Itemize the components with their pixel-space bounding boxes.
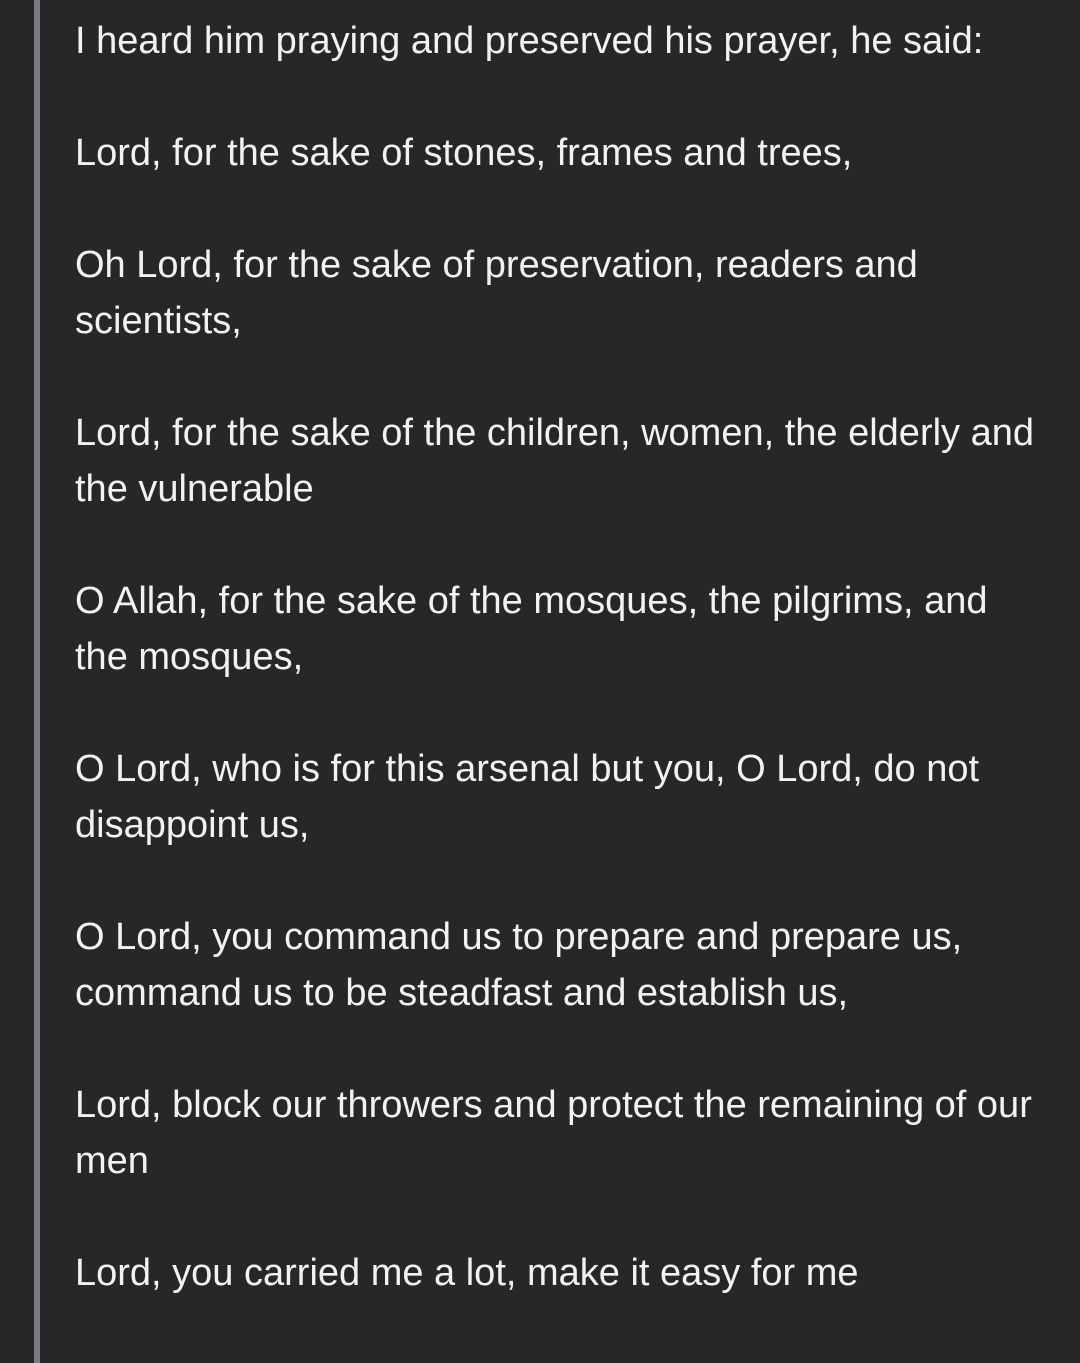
- quote-paragraph-2: Lord, for the sake of stones, frames and trees,: [75, 132, 853, 174]
- quote-paragraph-5: O Allah, for the sake of the mosques, the pilgrims, and the mosques,: [75, 580, 988, 678]
- quote-paragraph-7: O Lord, you command us to prepare and prepare us, command us to be steadfast and establish us,: [75, 916, 963, 1014]
- quote-paragraph-8: Lord, block our throwers and protect the remaining of our men: [75, 1084, 1032, 1182]
- quote-paragraph-4: Lord, for the sake of the children, women, the elderly and the vulnerable: [75, 412, 1034, 510]
- quote-paragraph-3: Oh Lord, for the sake of preservation, readers and scientists,: [75, 244, 918, 342]
- quote-paragraph-9: Lord, you carried me a lot, make it easy for me: [75, 1252, 859, 1294]
- quote-paragraph-6: O Lord, who is for this arsenal but you, O Lord, do not disappoint us,: [75, 748, 980, 846]
- quote-paragraph-1: I heard him praying and preserved his prayer, he said:: [75, 20, 984, 62]
- blockquote-bar: [34, 0, 40, 1363]
- blockquote-text: [75, 13, 1035, 1357]
